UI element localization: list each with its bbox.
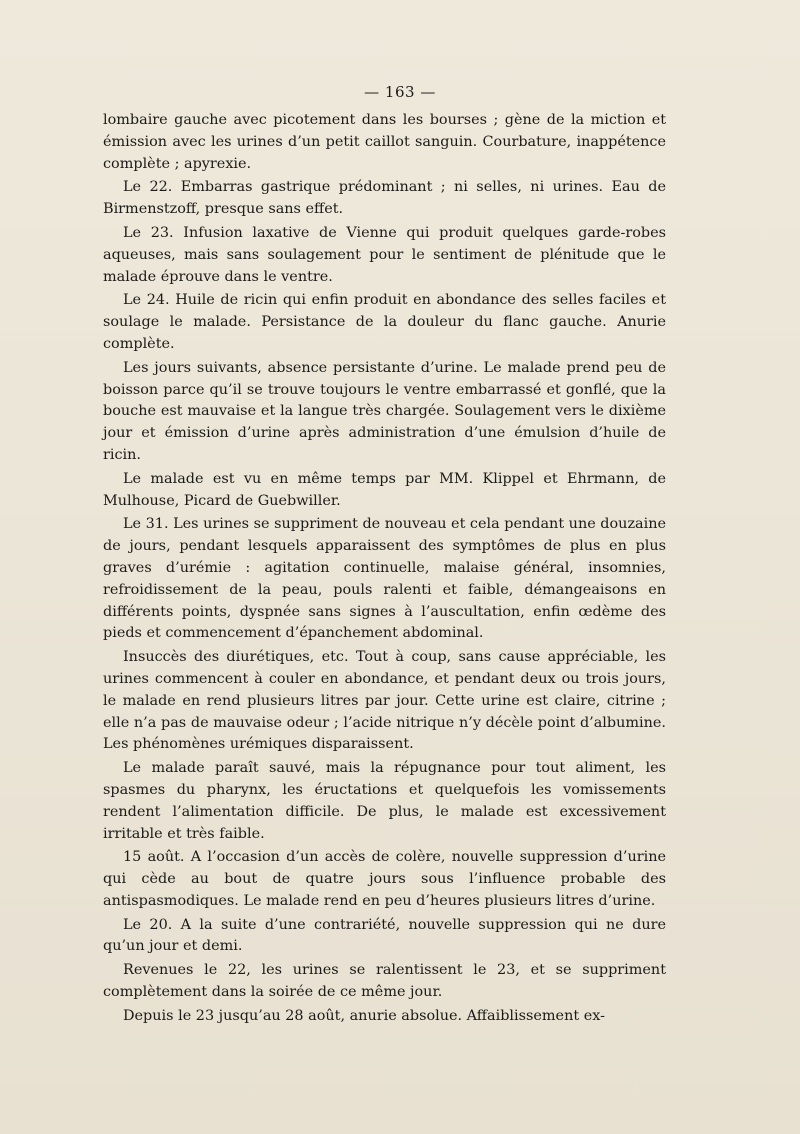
paragraph-13: Depuis le 23 jusqu’au 28 août, anurie absolue. Affaiblissement ex- (123, 1007, 605, 1024)
paragraph-2: Le 22. Embarras gastrique prédominant ; ni selles, ni urines. Eau de Birmenstzoff, presque sans effet. (103, 179, 666, 218)
paragraph-6: Le malade est vu en même temps par MM. Klippel et Ehrmann, de Mulhouse, Picard de Guebwiller. (103, 470, 666, 509)
paragraph-12: Revenues le 22, les urines se ralentissent le 23, et se suppriment complètement dans la soirée de ce même jour. (103, 962, 666, 1001)
paragraph-1: lombaire gauche avec picotement dans les bourses ; gène de la miction et émission avec les urines d’un petit caillot sanguin. Courbature, inappétence complète ; apyrexie. (103, 112, 666, 172)
paragraph-8: Insuccès des diurétiques, etc. Tout à coup, sans cause appréciable, les urines commencent à couler en abondance, et pendant deux ou trois jours, le malade en rend plusieurs litres par jour. Cette urine est claire, citrine ; elle n’a pas de mauvaise odeur ; l’acide nitrique n’y décèle point d’albumine. Les phénomènes urémiques disparaissent. (103, 649, 666, 753)
page-number: — 163 — (364, 83, 436, 101)
paragraph-4: Le 24. Huile de ricin qui enfin produit en abondance des selles faciles et soulage le malade. Persistance de la douleur du flanc gauche. Anurie complète. (103, 292, 666, 352)
paragraph-10: 15 août. A l’occasion d’un accès de colère, nouvelle suppression d’urine qui cède au bout de quatre jours sous l’influence probable des antispasmodiques. Le malade rend en peu d’heures plusieurs litres d’urine. (103, 849, 666, 909)
paragraph-11: Le 20. A la suite d’une contrariété, nouvelle suppression qui ne dure qu’un jour et demi. (103, 916, 666, 955)
paragraph-7: Le 31. Les urines se suppriment de nouveau et cela pendant une douzaine de jours, pendant lesquels apparaissent des symptômes de plus en plus graves d’urémie : agitation continuelle, malaise général, insomnies, refroidissement de la peau, pouls ralenti et faible, démangeaisons en différents points, dyspnée sans signes à l’auscultation, enfin œdème des pieds et commencement d’épanchement abdominal. (103, 516, 666, 642)
paragraph-3: Le 23. Infusion laxative de Vienne qui produit quelques garde-robes aqueuses, mais sans soulagement pour le sentiment de plénitude que le malade éprouve dans le ventre. (103, 224, 666, 285)
paragraph-9: Le malade paraît sauvé, mais la répugnance pour tout aliment, les spasmes du pharynx, les éructations et quelquefois les vomissements rendent l’alimentation difficile. De plus, le malade est excessivement irritable et très faible. (103, 760, 666, 842)
body-text (103, 110, 666, 1030)
paragraph-5: Les jours suivants, absence persistante d’urine. Le malade prend peu de boisson parce qu’il se trouve toujours le ventre embarrassé et gonflé, que la bouche est mauvaise et la langue très chargée. Soulagement vers le dixième jour et émission d’urine après administration d’une émulsion d’huile de ricin. (103, 359, 666, 463)
